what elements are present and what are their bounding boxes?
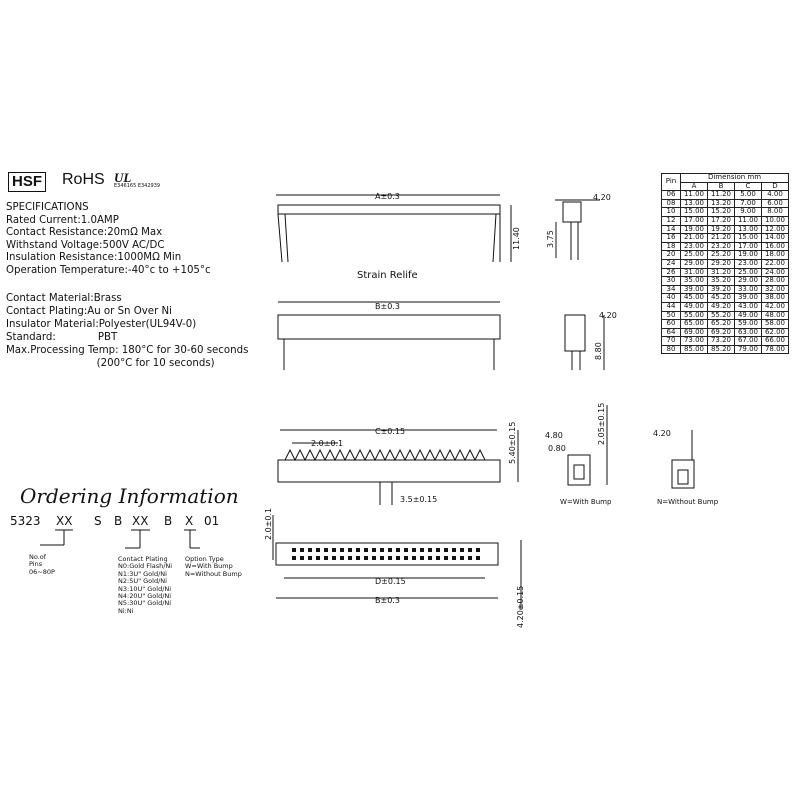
spec-line: Insulation Resistance:1000MΩ Min (6, 252, 182, 264)
pn-plating: XX (132, 514, 149, 528)
dimension-cell: 28.00 (762, 277, 789, 286)
pin-count-cell: 80 (662, 345, 681, 354)
dimension-cell: 15.00 (735, 234, 762, 243)
spec-line: Contact Material:Brass (6, 293, 122, 304)
pin-count-cell: 06 (662, 191, 681, 200)
table-pin-header: Pin (662, 174, 681, 191)
dimension-cell: 13.00 (681, 199, 708, 208)
dimension-cell: 17.20 (708, 216, 735, 225)
dim-4-20-d: 4.20 (653, 429, 671, 438)
pin-array (292, 548, 480, 560)
pin-count-cell: 20 (662, 251, 681, 260)
dimension-cell: 17.00 (681, 216, 708, 225)
dimension-cell: 49.00 (681, 302, 708, 311)
table-body (662, 191, 789, 354)
dimension-cell: 43.00 (735, 302, 762, 311)
dimension-cell: 55.20 (708, 311, 735, 320)
dim-4-20-c: 4.20±0.15 (516, 585, 525, 628)
note-pins: No.of Pins 06~80P (29, 553, 55, 576)
dimension-cell: 13.00 (735, 225, 762, 234)
dimension-cell: 39.00 (735, 294, 762, 303)
dimension-cell: 31.00 (681, 268, 708, 277)
dimension-cell: 58.00 (762, 320, 789, 329)
dimension-cell: 65.20 (708, 320, 735, 329)
pin-count-cell: 26 (662, 268, 681, 277)
dimension-cell: 25.20 (708, 251, 735, 260)
dimension-cell: 6.00 (762, 199, 789, 208)
dimension-cell: 25.00 (681, 251, 708, 260)
dimension-cell: 21.20 (708, 234, 735, 243)
pin-count-cell: 70 (662, 337, 681, 346)
hsf-logo: HSF (8, 172, 46, 192)
dimension-cell: 18.00 (762, 251, 789, 260)
dimension-cell: 11.00 (681, 191, 708, 200)
specs-heading: SPECIFICATIONS (6, 202, 89, 213)
table-row (662, 345, 789, 354)
dimension-cell: 5.00 (735, 191, 762, 200)
table-dimension-header: Dimension mm (681, 174, 789, 183)
col-b: B (708, 182, 735, 191)
dimension-cell: 63.00 (735, 328, 762, 337)
dimension-cell: 39.20 (708, 285, 735, 294)
dim-pitch: 2.0±0.1 (311, 439, 344, 448)
dimension-cell: 12.00 (762, 225, 789, 234)
dimension-cell: 22.00 (762, 259, 789, 268)
dimension-cell: 66.00 (762, 337, 789, 346)
dimension-cell: 23.00 (735, 259, 762, 268)
dimension-cell: 19.00 (735, 251, 762, 260)
col-d: D (762, 182, 789, 191)
dimension-cell: 48.00 (762, 311, 789, 320)
pin-count-cell: 60 (662, 320, 681, 329)
table-row (662, 216, 789, 225)
dim-b-bottom: B±0.3 (375, 596, 400, 605)
dim-a: A±0.3 (375, 192, 400, 201)
dimension-cell: 19.20 (708, 225, 735, 234)
pn-series: 5323 (10, 514, 41, 528)
dimension-table (661, 173, 789, 354)
table-row (662, 320, 789, 329)
dimension-cell: 13.20 (708, 199, 735, 208)
pin-count-cell: 30 (662, 277, 681, 286)
note-plating: Contact Plating N0:Gold Flash/Ni N1:3U" Gold/Ni N2:5U" Gold/Ni N3:10U" Gold/Ni N4:20U" Gold/Ni N5:30U" Gold/Ni Ni:Ni (118, 555, 173, 615)
strain-relief-label: Strain Relife (357, 270, 418, 281)
pn-suffix: 01 (204, 514, 220, 528)
dimension-cell: 14.00 (762, 234, 789, 243)
dim-2-05: 2.05±0.15 (597, 402, 606, 445)
dimension-cell: 45.00 (681, 294, 708, 303)
dimension-cell: 9.00 (735, 208, 762, 217)
dimension-cell: 10.00 (762, 216, 789, 225)
dimension-cell: 42.00 (762, 302, 789, 311)
dim-5-40: 5.40±0.15 (508, 421, 517, 464)
col-c: C (735, 182, 762, 191)
table-row (662, 191, 789, 200)
ordering-title: Ordering Information (20, 484, 239, 508)
dimension-cell: 59.00 (735, 320, 762, 329)
table-row (662, 302, 789, 311)
dim-b: B±0.3 (375, 302, 400, 311)
dimension-cell: 38.00 (762, 294, 789, 303)
dimension-cell: 49.20 (708, 302, 735, 311)
dimension-cell: 16.00 (762, 242, 789, 251)
dimension-cell: 33.00 (735, 285, 762, 294)
dim-2-0: 2.0±0.1 (264, 507, 273, 540)
dimension-cell: 29.00 (681, 259, 708, 268)
spec-line: Insulator Material:Polyester(UL94V-0) (6, 319, 197, 330)
pin-count-cell: 44 (662, 302, 681, 311)
dimension-cell: 78.00 (762, 345, 789, 354)
spec-line: Standard: PBT (6, 332, 118, 343)
table-row (662, 234, 789, 243)
dimension-cell: 8.00 (762, 208, 789, 217)
dim-3-5: 3.5±0.15 (400, 495, 438, 504)
pin-count-cell: 12 (662, 216, 681, 225)
pn-b2: B (164, 514, 173, 528)
pin-count-cell: 50 (662, 311, 681, 320)
dimension-cell: 17.00 (735, 242, 762, 251)
dimension-cell: 85.00 (681, 345, 708, 354)
dimension-cell: 62.00 (762, 328, 789, 337)
dim-4-20-b: 4.20 (599, 311, 617, 320)
pin-count-cell: 34 (662, 285, 681, 294)
dimension-cell: 15.20 (708, 208, 735, 217)
spec-line: Operation Temperature:-40°c to +105°c (6, 264, 211, 276)
dimension-cell: 31.20 (708, 268, 735, 277)
dimension-cell: 24.00 (762, 268, 789, 277)
dim-c: C±0.15 (375, 427, 406, 436)
spec-line: (200°C for 10 seconds) (6, 358, 215, 369)
pin-count-cell: 16 (662, 234, 681, 243)
spec-line: Withstand Voltage:500V AC/DC (6, 239, 165, 251)
table-row (662, 277, 789, 286)
dimension-cell: 35.00 (681, 277, 708, 286)
dimension-cell: 11.00 (735, 216, 762, 225)
rohs-mark: RoHS (62, 171, 105, 188)
pn-s: S (94, 514, 102, 528)
dimension-cell: 39.00 (681, 285, 708, 294)
pin-count-cell: 18 (662, 242, 681, 251)
col-a: A (681, 182, 708, 191)
dimension-cell: 32.00 (762, 285, 789, 294)
dimension-cell: 15.00 (681, 208, 708, 217)
pin-count-cell: 08 (662, 199, 681, 208)
ul-file-numbers: E346165 E342939 (114, 183, 161, 189)
pin-count-cell: 14 (662, 225, 681, 234)
dimension-cell: 7.00 (735, 199, 762, 208)
dim-8-80: 8.80 (594, 342, 603, 360)
without-bump-label: N=Without Bump (657, 498, 719, 506)
dim-4-20-a: 4.20 (593, 193, 611, 202)
dimension-cell: 69.00 (681, 328, 708, 337)
spec-line: Rated Current:1.0AMP (6, 214, 119, 226)
dimension-cell: 25.00 (735, 268, 762, 277)
dim-d: D±0.15 (375, 577, 406, 586)
pn-b: B (114, 514, 123, 528)
dimension-cell: 19.00 (681, 225, 708, 234)
dimension-cell: 11.20 (708, 191, 735, 200)
dimension-cell: 4.00 (762, 191, 789, 200)
dimension-cell: 49.00 (735, 311, 762, 320)
pin-count-cell: 40 (662, 294, 681, 303)
dim-3-75: 3.75 (546, 230, 555, 248)
spec-line: Max.Processing Temp: 180°C for 30-60 seconds (6, 345, 249, 356)
dimension-cell: 45.20 (708, 294, 735, 303)
pn-option: X (185, 514, 194, 528)
dimension-cell: 29.20 (708, 259, 735, 268)
dimension-cell: 55.00 (681, 311, 708, 320)
dim-0-80: 0.80 (548, 444, 566, 453)
table-row (662, 259, 789, 268)
dim-4-80: 4.80 (545, 431, 563, 440)
with-bump-label: W=With Bump (560, 498, 612, 506)
dimension-cell: 67.00 (735, 337, 762, 346)
pin-count-cell: 10 (662, 208, 681, 217)
dimension-cell: 69.20 (708, 328, 735, 337)
dimension-cell: 65.00 (681, 320, 708, 329)
dimension-cell: 29.00 (735, 277, 762, 286)
dimension-cell: 35.20 (708, 277, 735, 286)
dimension-cell: 73.00 (681, 337, 708, 346)
spec-line: Contact Plating:Au or Sn Over Ni (6, 306, 172, 317)
pin-count-cell: 64 (662, 328, 681, 337)
dimension-cell: 73.20 (708, 337, 735, 346)
pin-count-cell: 24 (662, 259, 681, 268)
ul-mark-logo: UL (114, 170, 132, 185)
dimension-cell: 23.20 (708, 242, 735, 251)
dim-11-40: 11.40 (512, 227, 521, 250)
pn-pins: XX (56, 514, 73, 528)
dimension-cell: 21.00 (681, 234, 708, 243)
note-option: Option Type W=With Bump N=Without Bump (185, 555, 242, 578)
spec-line: Contact Resistance:20mΩ Max (6, 227, 163, 239)
dimension-cell: 23.00 (681, 242, 708, 251)
dimension-cell: 85.20 (708, 345, 735, 354)
dimension-cell: 79.00 (735, 345, 762, 354)
